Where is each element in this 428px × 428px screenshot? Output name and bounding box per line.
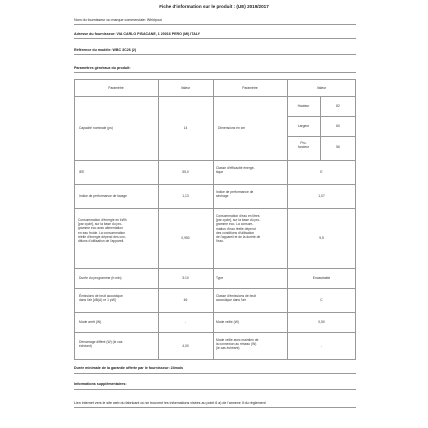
column-divider [213,79,214,360]
depth-value: 56 [336,145,340,149]
divider [74,38,356,39]
divider [74,373,356,374]
water-consumption-value: 9,5 [319,236,324,240]
delay-start-value: 4,00 [182,344,189,348]
capacity-value: 14 [183,126,188,130]
duration-value: 3:10 [182,276,189,280]
dimension-divider [287,116,356,117]
type-value: Encastrable [312,276,331,280]
energy-consumption-value: 0,950 [181,236,190,240]
column-divider [287,79,288,360]
divider [74,24,356,25]
model-reference: Référence du modèle: WBC 3C26 (2) [74,48,137,52]
noise-class-value: C [320,298,323,302]
row-divider [74,312,356,313]
drying-value: 1,07 [318,194,325,198]
dimension-divider [287,136,356,137]
iee-label: IEE [79,170,85,174]
header-parametre: Paramètre [108,86,124,90]
row-divider [74,288,356,289]
cleaning-value: 1,13 [182,194,189,198]
energy-class-value: E [320,170,323,174]
row-divider [74,160,356,161]
document-title: Fiche d'information sur le produit : (UE) 2019/2017 [159,4,269,9]
dimensions-label: Dimensions en cm [218,126,246,130]
energy-consumption-label: Consommation d'énergie en kWh [par cycle], sur la base du pro- gramme eco avec alimentation en eau froide. La consommation réelle d'énergie dépend des con- ditions d'utilisation de l'appareil. [78,218,127,244]
row-divider [74,96,356,97]
width-value: 60 [336,124,340,128]
drying-label: Indice de performance de séchage [216,190,254,199]
divider [74,72,356,73]
off-mode-label: Mode arrêt (W) [79,320,102,324]
column-divider [158,79,159,360]
standby-label: Mode veille (W) [216,320,239,324]
noise-label: Émissions de bruit acoustique dans l'air [dB(A) re 1 pW] [79,294,123,303]
header-parametre: Paramètre [242,86,258,90]
header-valeur: Valeur [316,86,327,90]
capacity-label: Capacité nominale (ps) [79,126,113,130]
height-label: Hauteur [297,104,310,108]
water-consumption-label: Consommation d'eau en litres [par cycle], sur la base du pro- gramme eco. La consom- mation d'eau réelle dépend des conditions d'utilisation de l'appareil et de la dureté de l'eau. [216,214,261,244]
energy-class-label: Classe d'efficacité énergé- tique [216,166,255,175]
networked-standby-label: Mode veille avec maintien de la connexion au réseau (W) (le cas échéant) [216,338,259,351]
delay-start-label: Démarrage différé (W) (le cas échéant) [79,340,123,349]
noise-value: 46 [183,298,188,302]
row-divider [74,268,356,269]
networked-standby-value: - [320,344,323,348]
additional-information-heading: Informations supplémentaires: [74,382,127,386]
width-label: Largeur [297,124,310,128]
standby-value: 0,50 [318,320,325,324]
supplier-address: Adresse du fournisseur: VIA CARLO PISACANE, 1 20016 PERO (MI) ITALY [74,32,201,36]
header-valeur: Valeur [180,86,191,90]
general-parameters-heading: Paramètres généraux du produit: [74,66,131,70]
depth-label: Pro- fondeur [297,141,310,150]
noise-class-label: Classe d'émissions de bruit acoustique dans l'air [216,294,257,303]
iee-value: 55,0 [182,170,189,174]
divider [74,54,356,55]
divider [74,407,356,408]
type-label: Type [216,276,224,280]
row-divider [74,184,356,185]
row-divider [74,208,356,209]
guarantee-duration: Durée minimale de la garantie offerte par le fournisseur: 24mois [74,366,184,370]
off-mode-value: - [184,320,187,324]
divider [74,389,356,390]
duration-label: Durée du programme (h:min) [79,276,122,280]
cleaning-label: Indice de performance de lavage [79,194,128,198]
height-value: 82 [336,104,340,108]
manufacturer-link-text: Lien internet vers le site web du fabricant où se trouvent les informations visées au point 6 a) de l'annexe II du règlement [74,401,266,405]
row-divider [74,332,356,333]
supplier-name: Nom du fournisseur ou marque commerciale: Whirlpool [74,18,162,22]
